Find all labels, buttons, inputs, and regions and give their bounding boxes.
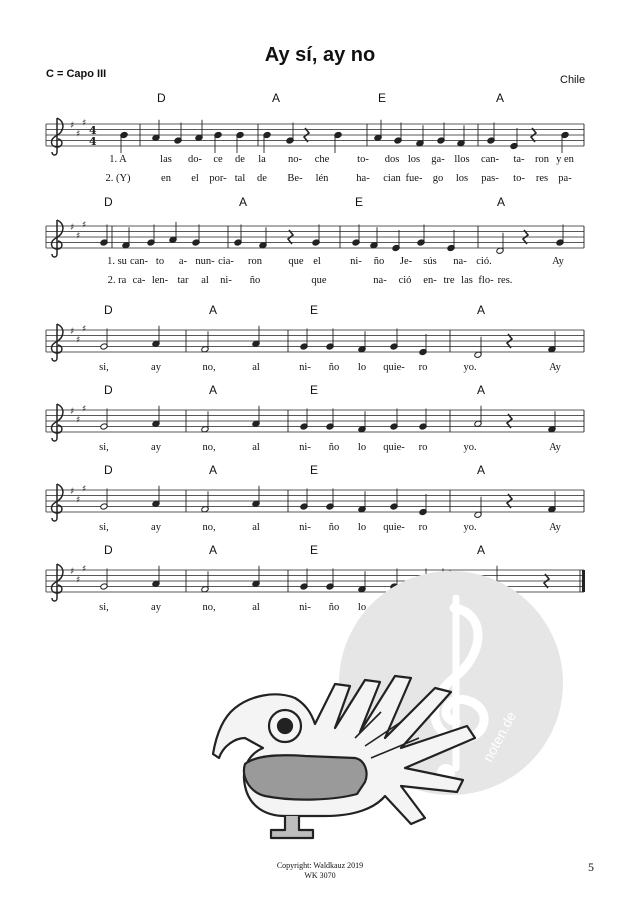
catalog-number: WK 3070	[304, 871, 336, 880]
lyric-syllable: el	[191, 173, 199, 184]
lyric-syllable: 1. su	[107, 256, 127, 267]
lyric-syllable: ro	[418, 362, 428, 373]
lyric-syllable: en	[161, 173, 171, 184]
sharp-icon: ♯	[70, 407, 75, 417]
lyric-syllable: ay	[151, 362, 161, 373]
lyric-syllable: ni-	[350, 256, 362, 267]
lyric-syllable: nun-	[195, 256, 215, 267]
chord-symbol: A	[477, 463, 486, 477]
chord-symbol: A	[209, 383, 218, 397]
lyric-syllable: na-	[373, 275, 387, 286]
chord-symbol: A	[496, 91, 505, 105]
chord-symbol: D	[104, 463, 113, 477]
lyric-syllable: y en	[556, 154, 574, 165]
lyric-syllable: ño	[328, 362, 340, 373]
chord-symbol: A	[477, 543, 486, 557]
lyric-syllable: las	[461, 275, 473, 286]
lyric-syllable: al	[252, 522, 260, 533]
sharp-icon: ♯	[70, 327, 75, 337]
treble-clef-icon	[52, 564, 63, 601]
lyric-syllable: los	[455, 173, 469, 184]
lyric-syllable: tal	[234, 173, 246, 184]
lyric-syllable: Ay	[549, 362, 561, 373]
lyric-syllable: a-	[178, 256, 188, 267]
copyright-footer	[0, 861, 640, 881]
lyric-syllable: que	[311, 275, 327, 286]
lyric-syllable: 2. (Y)	[105, 173, 131, 184]
page-number: 5	[588, 860, 594, 874]
treble-clef-icon	[52, 118, 63, 155]
lyric-syllable: los	[407, 154, 421, 165]
sharp-icon: ♯	[82, 324, 87, 335]
chord-symbol: A	[239, 195, 248, 209]
lyric-syllable: do-	[188, 154, 202, 165]
capo-note: C = Capo III	[46, 68, 107, 80]
lyric-syllable: can-	[129, 256, 149, 267]
lyric-syllable: quie-	[383, 522, 405, 533]
lyric-syllable: ron	[248, 256, 262, 267]
lyric-syllable: can-	[480, 154, 500, 165]
lyric-syllable: si,	[99, 522, 109, 533]
lyric-line	[0, 275, 640, 289]
lyric-syllable: Ay	[552, 256, 564, 267]
lyric-syllable: cian	[383, 173, 401, 184]
lyric-syllable: na-	[453, 256, 467, 267]
lyric-syllable: no,	[202, 362, 216, 373]
lyric-syllable: len-	[151, 275, 169, 286]
lyric-syllable: quie-	[383, 442, 405, 453]
lyric-syllable: to-	[357, 154, 369, 165]
sharp-icon: ♯	[76, 575, 81, 586]
lyric-syllable: lén	[315, 173, 329, 184]
lyric-syllable: la	[258, 154, 266, 165]
treble-clef-icon	[52, 484, 63, 521]
lyric-syllable: ño	[328, 522, 340, 533]
chord-symbol: D	[104, 383, 113, 397]
music-staff	[0, 390, 640, 450]
lyric-syllable: ce	[213, 154, 223, 165]
music-staff	[0, 470, 640, 530]
lyric-syllable: Ay	[549, 442, 561, 453]
chord-symbol: E	[310, 543, 319, 557]
chord-symbol: A	[477, 303, 486, 317]
chord-symbol: A	[209, 543, 218, 557]
lyric-syllable: ga-	[431, 154, 445, 165]
chord-symbol: E	[355, 195, 364, 209]
lyric-syllable: pas-	[481, 173, 499, 184]
sharp-icon: ♯	[82, 404, 87, 415]
lyric-syllable: lo	[357, 522, 367, 533]
lyric-syllable: Ay	[549, 522, 561, 533]
lyric-syllable: no-	[288, 154, 302, 165]
lyric-syllable: ro	[418, 522, 428, 533]
lyric-syllable: ay	[151, 602, 161, 613]
lyric-syllable: las	[160, 154, 172, 165]
lyric-syllable: por-	[209, 173, 227, 184]
lyric-syllable: quie-	[383, 362, 405, 373]
lyric-syllable: ño	[249, 275, 261, 286]
treble-clef-icon	[52, 324, 63, 361]
chord-symbol: A	[497, 195, 506, 209]
sharp-icon: ♯	[70, 567, 75, 577]
lyric-syllable: ay	[151, 522, 161, 533]
chord-symbol: A	[272, 91, 281, 105]
lyric-line	[0, 522, 640, 536]
lyric-syllable: fue-	[405, 173, 423, 184]
lyric-syllable: lo	[357, 602, 367, 613]
lyric-syllable: si,	[99, 602, 109, 613]
chord-symbol: A	[209, 463, 218, 477]
lyric-syllable: ni-	[299, 602, 311, 613]
lyric-syllable: ro	[418, 442, 428, 453]
lyric-line	[0, 362, 640, 376]
sharp-icon: ♯	[82, 118, 87, 129]
chord-symbol: D	[157, 91, 166, 105]
lyric-syllable: de	[257, 173, 267, 184]
lyric-syllable: el	[313, 256, 321, 267]
sharp-icon: ♯	[70, 487, 75, 497]
song-origin: Chile	[560, 74, 586, 86]
bird-illustration-icon	[205, 668, 490, 848]
lyric-syllable: Je-	[399, 256, 413, 267]
lyric-syllable: yo.	[463, 362, 477, 373]
lyric-syllable: si,	[99, 442, 109, 453]
lyric-syllable: go	[432, 173, 444, 184]
lyric-syllable: res	[535, 173, 549, 184]
lyric-syllable: ció.	[476, 256, 492, 267]
chord-symbol: D	[104, 195, 113, 209]
lyric-syllable: llos	[454, 154, 470, 165]
sharp-icon: ♯	[82, 220, 87, 231]
chord-symbol: E	[310, 303, 319, 317]
lyric-syllable: al	[201, 275, 209, 286]
lyric-line	[0, 173, 640, 187]
lyric-line	[0, 154, 640, 168]
lyric-syllable: ni-	[299, 362, 311, 373]
lyric-syllable: ta-	[513, 154, 525, 165]
time-signature-icon: 4	[89, 135, 97, 148]
sharp-icon: ♯	[82, 564, 87, 575]
chord-symbol: E	[310, 463, 319, 477]
lyric-syllable: dos	[384, 154, 400, 165]
lyric-syllable: lo	[357, 362, 367, 373]
chord-symbol: D	[104, 543, 113, 557]
sharp-icon: ♯	[76, 335, 81, 346]
music-staff	[0, 310, 640, 370]
lyric-syllable: pa-	[558, 173, 572, 184]
sharp-icon: ♯	[76, 495, 81, 506]
lyric-line	[0, 256, 640, 270]
lyric-syllable: yo.	[463, 442, 477, 453]
watermark-text: noten.de	[479, 708, 520, 765]
lyric-syllable: ay	[151, 442, 161, 453]
sharp-icon: ♯	[76, 415, 81, 426]
lyric-syllable: en-	[423, 275, 437, 286]
chord-symbol: E	[310, 383, 319, 397]
lyric-syllable: ni-	[220, 275, 232, 286]
lyric-syllable: to-	[513, 173, 525, 184]
lyric-syllable: ni-	[299, 522, 311, 533]
lyric-syllable: ño	[328, 602, 340, 613]
lyric-syllable: lo	[357, 442, 367, 453]
lyric-syllable: de	[235, 154, 245, 165]
lyric-syllable: cia-	[218, 256, 234, 267]
lyric-syllable: ño	[373, 256, 385, 267]
lyric-syllable: no,	[202, 602, 216, 613]
sharp-icon: ♯	[70, 121, 75, 131]
lyric-syllable: 2. ra	[107, 275, 127, 286]
lyric-syllable: che	[314, 154, 330, 165]
lyric-syllable: al	[252, 442, 260, 453]
lyric-syllable: tar	[177, 275, 189, 286]
lyric-syllable: to	[155, 256, 165, 267]
copyright-text: Copyright: Waldkauz 2019	[276, 861, 364, 870]
lyric-syllable: ron	[535, 154, 549, 165]
lyric-syllable: ca-	[132, 275, 146, 286]
chord-symbol: E	[378, 91, 387, 105]
lyric-syllable: Be-	[287, 173, 303, 184]
lyric-syllable: flo-	[478, 275, 494, 286]
lyric-syllable: res.	[497, 275, 513, 286]
lyric-syllable: yo.	[463, 522, 477, 533]
chord-symbol: A	[477, 383, 486, 397]
treble-clef-icon	[52, 220, 63, 257]
chord-symbol: A	[209, 303, 218, 317]
lyric-syllable: no,	[202, 442, 216, 453]
lyric-syllable: 1. A	[109, 154, 127, 165]
lyric-syllable: ño	[328, 442, 340, 453]
sharp-icon: ♯	[76, 231, 81, 242]
chord-symbol: D	[104, 303, 113, 317]
lyric-syllable: sús	[423, 256, 437, 267]
lyric-syllable: al	[252, 602, 260, 613]
lyric-syllable: tre	[443, 275, 455, 286]
sharp-icon: ♯	[82, 484, 87, 495]
lyric-syllable: no,	[202, 522, 216, 533]
lyric-syllable: ha-	[356, 173, 370, 184]
time-signature-icon: 4	[89, 124, 97, 137]
lyric-syllable: que	[288, 256, 304, 267]
song-title: Ay sí, ay no	[264, 44, 376, 66]
lyric-syllable: ció	[398, 275, 412, 286]
lyric-syllable: ni-	[299, 442, 311, 453]
lyric-line	[0, 442, 640, 456]
sharp-icon: ♯	[76, 129, 81, 140]
lyric-syllable: si,	[99, 362, 109, 373]
sharp-icon: ♯	[70, 223, 75, 233]
treble-clef-icon	[52, 404, 63, 441]
lyric-syllable: al	[252, 362, 260, 373]
